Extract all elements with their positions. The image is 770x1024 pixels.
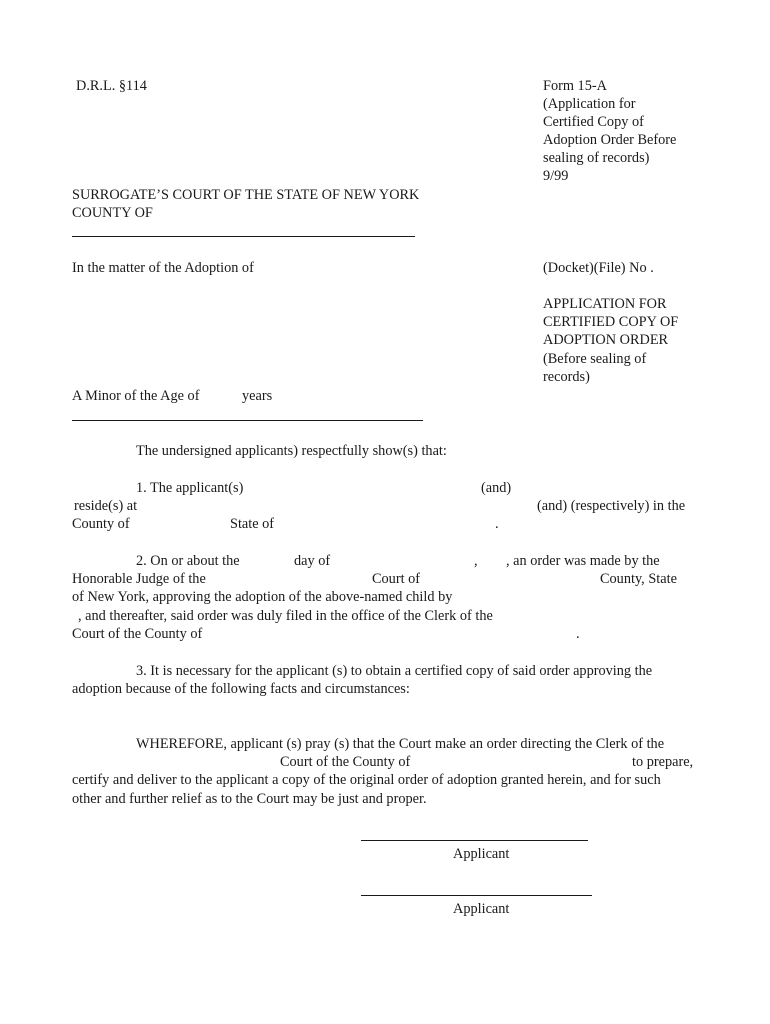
p1-text: (and) (respectively) in the — [537, 498, 686, 514]
document-title-line: ADOPTION ORDER — [543, 332, 669, 348]
signature-label: Applicant — [453, 901, 510, 917]
p3-text: 3. It is necessary for the applicant (s) to obtain a certified copy of said order approving the — [136, 663, 653, 679]
p2-text: Honorable Judge of the — [72, 571, 206, 587]
p2-text: 2. On or about the — [136, 553, 240, 569]
form-description-line: Adoption Order Before — [543, 132, 677, 148]
wherefore-text: certify and deliver to the applicant a copy of the original order of adoption granted herein, and for such — [72, 772, 661, 788]
p1-text: 1. The applicant(s) — [136, 480, 244, 496]
form-number: Form 15-A — [543, 78, 607, 94]
wherefore-text: other and further relief as to the Court may be just and proper. — [72, 791, 427, 807]
form-description-line: (Application for — [543, 96, 636, 112]
matter-label: In the matter of the Adoption of — [72, 260, 254, 276]
p2-text: , — [474, 553, 478, 569]
signature-label: Applicant — [453, 846, 510, 862]
p1-text: County of — [72, 516, 130, 532]
p2-text: . — [576, 626, 580, 642]
p2-text: Court of — [372, 571, 421, 587]
court-county-label: COUNTY OF — [72, 205, 153, 221]
p3-text: adoption because of the following facts and circumstances: — [72, 681, 410, 697]
intro-text: The undersigned applicants) respectfully show(s) that: — [136, 443, 447, 459]
p2-text: Court of the County of — [72, 626, 203, 642]
p1-text: (and) — [481, 480, 512, 496]
form-description-line: sealing of records) — [543, 150, 650, 166]
p1-text: State of — [230, 516, 275, 532]
wherefore-text: Court of the County of — [280, 754, 411, 770]
signature-line — [361, 895, 592, 896]
caption-rule — [72, 420, 423, 421]
statute-reference: D.R.L. §114 — [76, 78, 147, 94]
form-description-line: Certified Copy of — [543, 114, 644, 130]
form-date: 9/99 — [543, 168, 569, 184]
minor-age-years: years — [242, 388, 273, 404]
court-name: SURROGATE’S COURT OF THE STATE OF NEW YORK — [72, 187, 420, 203]
p2-text: , and thereafter, said order was duly filed in the office of the Clerk of the — [78, 608, 493, 624]
signature-line — [361, 840, 588, 841]
p2-text: County, State — [600, 571, 677, 587]
docket-number-label: (Docket)(File) No . — [543, 260, 654, 276]
caption-rule — [72, 236, 415, 237]
document-title-line: (Before sealing of — [543, 351, 647, 367]
p2-text: day of — [294, 553, 331, 569]
p1-text: . — [495, 516, 499, 532]
p2-text: , an order was made by the — [506, 553, 660, 569]
p2-text: of New York, approving the adoption of the above-named child by — [72, 589, 453, 605]
minor-age-label: A Minor of the Age of — [72, 388, 200, 404]
p1-text: reside(s) at — [74, 498, 138, 514]
document-title-line: APPLICATION FOR — [543, 296, 667, 312]
document-title-line: records) — [543, 369, 590, 385]
document-title-line: CERTIFIED COPY OF — [543, 314, 679, 330]
wherefore-text: to prepare, — [632, 754, 694, 770]
wherefore-text: WHEREFORE, applicant (s) pray (s) that the Court make an order directing the Clerk of the — [136, 736, 665, 752]
